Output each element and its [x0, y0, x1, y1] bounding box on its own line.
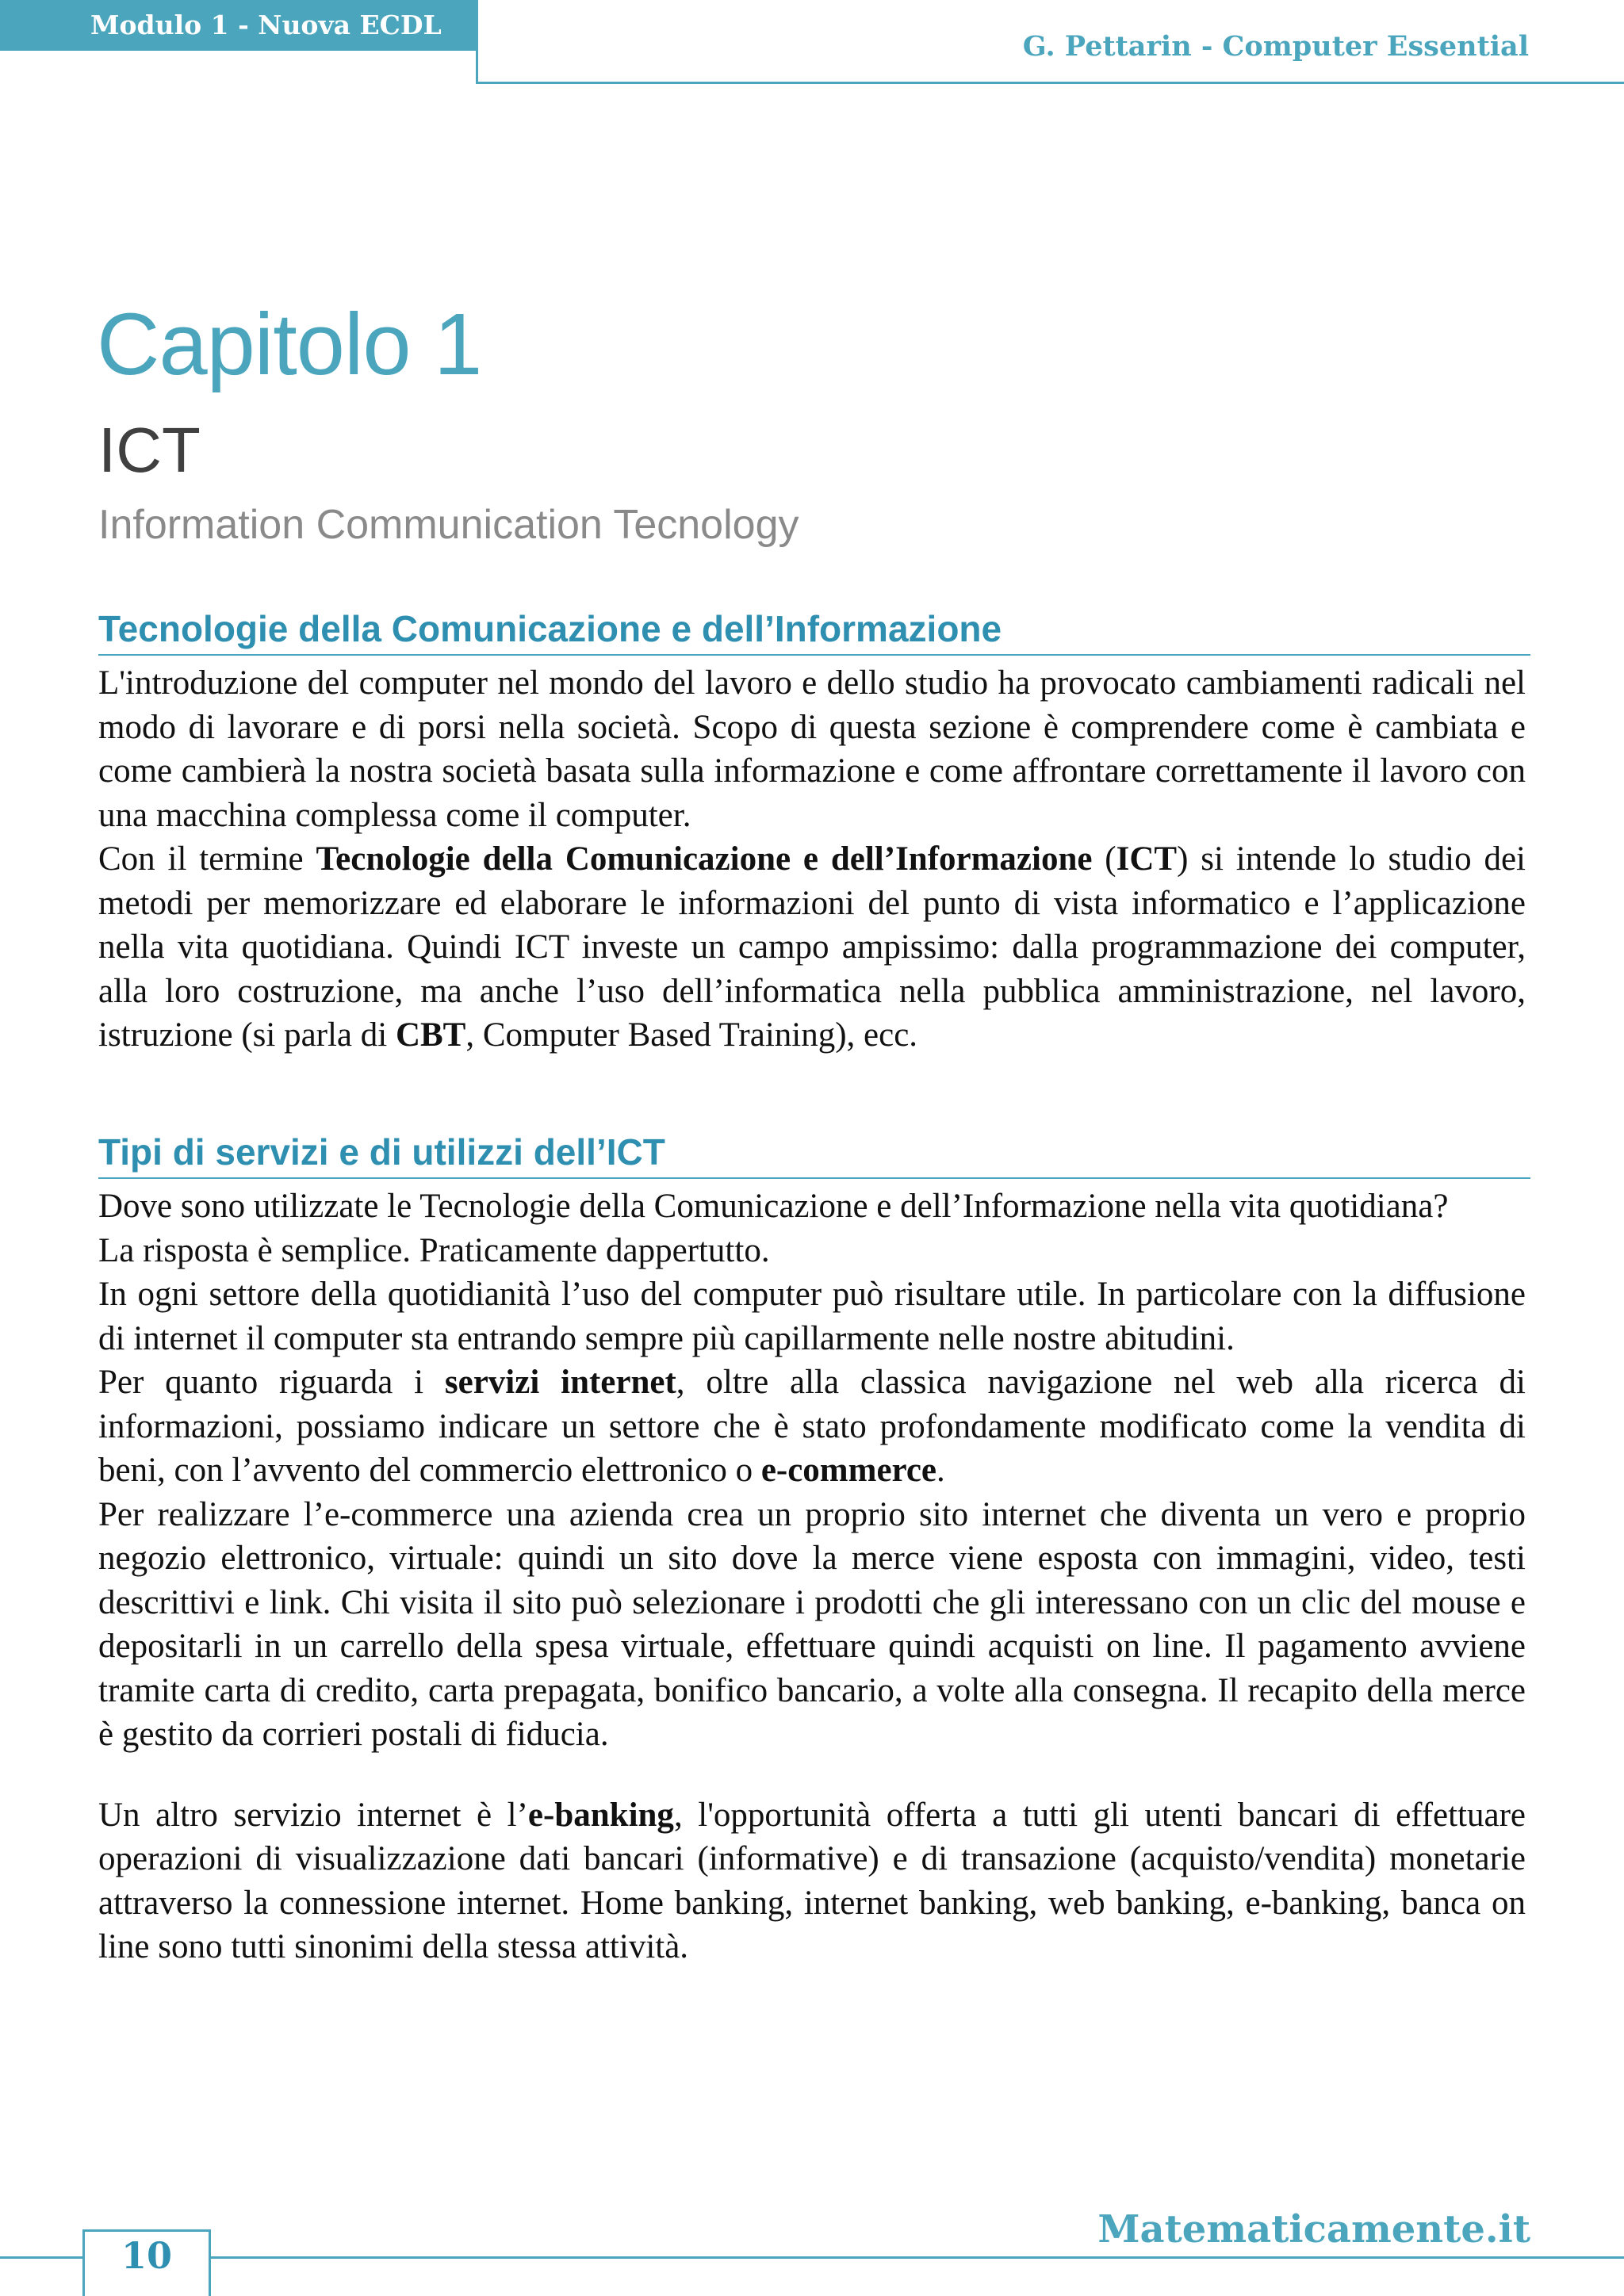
header-author-title: G. Pettarin - Computer Essential [1022, 30, 1529, 63]
section-body-ict [98, 661, 1526, 1058]
paragraph: La risposta è semplice. Praticamente dappertutto. [98, 1231, 770, 1269]
section-heading-ict: Tecnologie della Comunicazione e dell’Informazione [98, 607, 1530, 656]
chapter-subsubtitle: Information Communication Tecnology [98, 502, 799, 548]
paragraph: In ogni settore della quotidianità l’uso del computer può risultare utile. In particolare con la diffusione di internet il computer sta entrando sempre più capillarmente nelle nostre abitudini. [98, 1276, 1526, 1357]
header-divider-vertical [476, 0, 478, 84]
paragraph: L'introduzione del computer nel mondo del lavoro e dello studio ha provocato cambiamenti radicali nel modo di lavorare e di porsi nella società. Scopo di questa sezione è comprendere come è cambiata e come cambierà la nostra società basata sulla informazione e come affrontare correttamente il lavoro con una macchina complessa come il computer. [98, 664, 1526, 834]
chapter-title: Capitolo 1 [97, 296, 482, 393]
chapter-subtitle: ICT [98, 415, 201, 485]
paragraph: Un altro servizio internet è l’e-banking, l'opportunità offerta a tutti gli utenti bancari di effettuare operazioni di visualizzazione dati bancari (informative) e di transazione (acquisto/vendita) monetarie attraverso la connessione internet. Home banking, internet banking, web banking, e-banking, banca on line sono tutti sinonimi della stessa attività. [98, 1796, 1526, 1965]
paragraph: Dove sono utilizzate le Tecnologie della Comunicazione e dell’Informazione nella vita quotidiana? [98, 1188, 1449, 1225]
paragraph: Con il termine Tecnologie della Comunicazione e dell’Informazione (ICT) si intende lo studio dei metodi per memorizzare ed elaborare le informazioni del punto di vista informatico e l’applicazione nella vita quotidiana. Quindi ICT investe un campo ampissimo: dalla programmazione dei computer, alla loro costruzione, ma anche l’uso dell’informatica nella pubblica amministrazione, nel lavoro, istruzione (si parla di CBT, Computer Based Training), ecc. [98, 840, 1526, 1054]
page-number: 10 [121, 2234, 172, 2277]
section-body-services [98, 1184, 1526, 1969]
header-module-tab: Modulo 1 - Nuova ECDL [0, 0, 477, 51]
paragraph: Per quanto riguarda i servizi internet, oltre alla classica navigazione nel web alla ricerca di informazioni, possiamo indicare un settore che è stato profondamente modificato come la vendita di beni, con l’avvento del commercio elettronico o e-commerce. [98, 1364, 1526, 1489]
header-divider-horizontal [476, 82, 1624, 84]
footer-site-name: Matematicamente.it [1097, 2207, 1530, 2252]
footer-divider [0, 2256, 1624, 2259]
paragraph: Per realizzare l’e-commerce una azienda crea un proprio sito internet che diventa un vero e proprio negozio elettronico, virtuale: quindi un sito dove la merce viene esposta con immagini, video, testi descrittivi e link. Chi visita il sito può selezionare i prodotti che gli interessano con un clic del mouse e depositarli in un carrello della spesa virtuale, effettuare quindi acquisti on line. Il pagamento avviene tramite carta di credito, carta prepagata, bonifico bancario, a volte alla consegna. Il recapito della merce è gestito da corrieri postali di fiducia. [98, 1495, 1526, 1753]
section-heading-services: Tipi di servizi e di utilizzi dell’ICT [98, 1131, 1530, 1179]
